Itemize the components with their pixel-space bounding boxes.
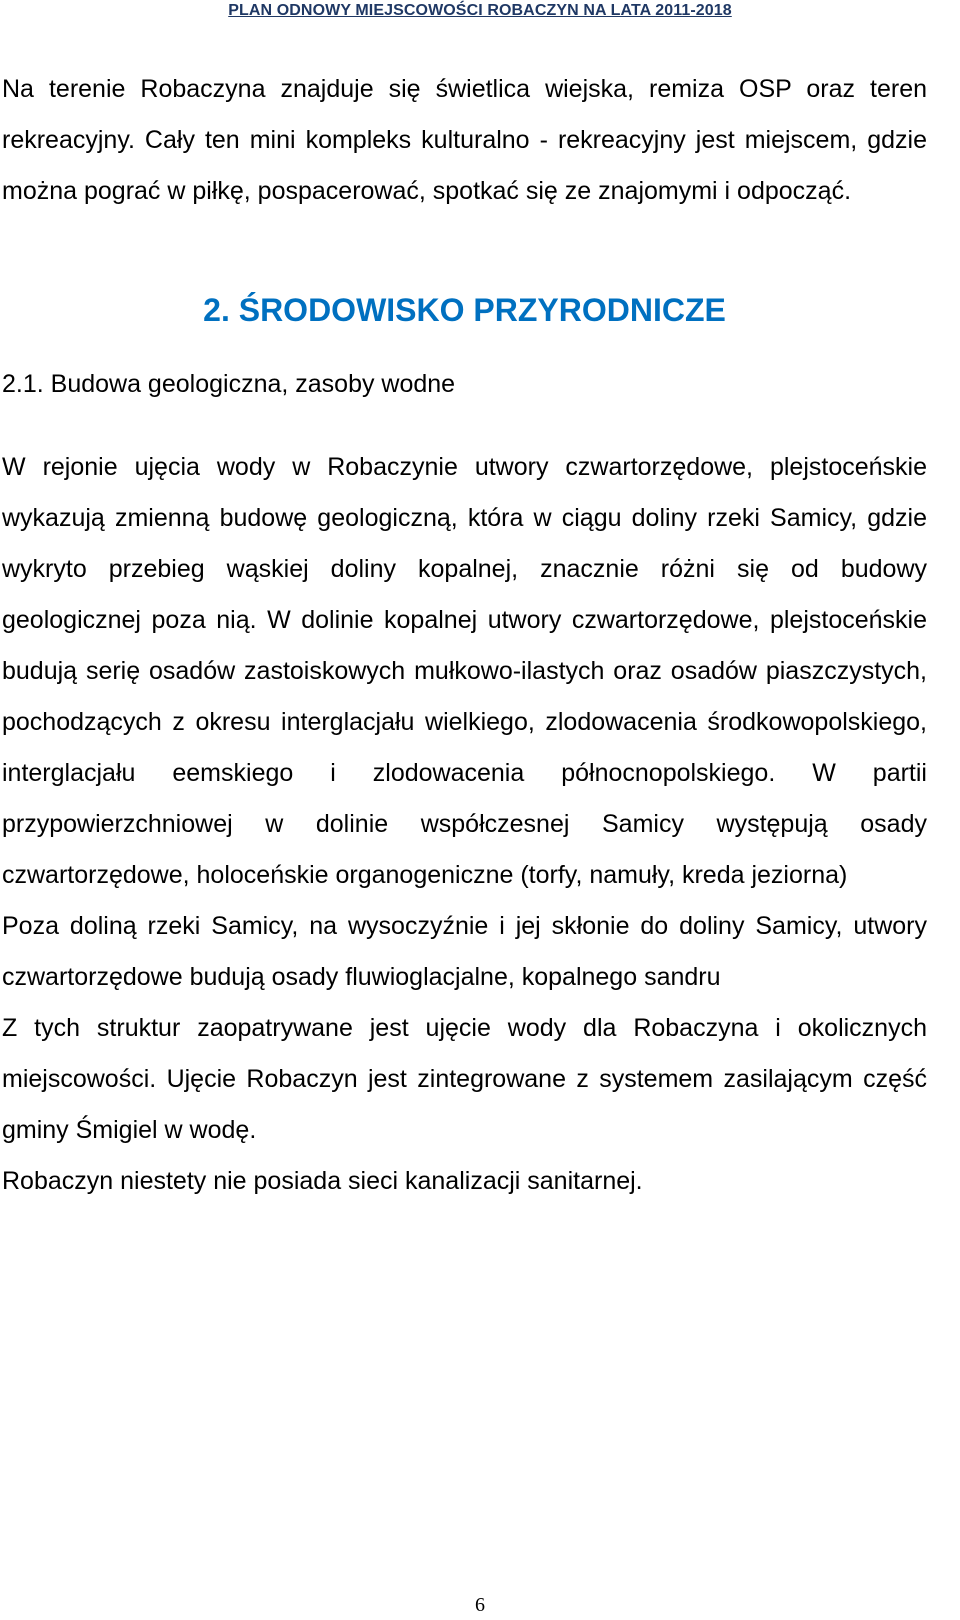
page-body [2,64,927,1207]
water-supply-paragraph: Z tych struktur zaopatrywane jest ujęcie wody dla Robaczyna i okolicznych miejscowości. Ujęcie Robaczyn jest zintegrowane z systemem zasilającym część gminy Śmigiel w wodę. [2,1014,927,1144]
sewage-paragraph: Robaczyn niestety nie posiada sieci kanalizacji sanitarnej. [2,1167,643,1195]
geology-paragraph: W rejonie ujęcia wody w Robaczynie utwory czwartorzędowe, plejstoceńskie wykazują zmienną budowę geologiczną, która w ciągu doliny rzeki Samicy, gdzie wykryto przebieg wąskiej doliny kopalnej, znacznie różni się od budowy geologicznej poza nią. W dolinie kopalnej utwory czwartorzędowe, plejstoceńskie budują serię osadów zastoiskowych mułkowo-ilastych oraz osadów piaszczystych, pochodzących z okresu interglacjału wielkiego, zlodowacenia środkowopolskiego, interglacjału eemskiego i zlodowacenia północnopolskiego. W partii przypowierzchniowej w dolinie współczesnej Samicy występują osady czwartorzędowe, holoceńskie organogeniczne (torfy, namuły, kreda jeziorna) [2,453,927,889]
page-number: 6 [475,1594,485,1616]
intro-paragraph: Na terenie Robaczyna znajduje się świetlica wiejska, remiza OSP oraz teren rekreacyjny. Cały ten mini kompleks kulturalno - rekreacyjny jest miejscem, gdzie można pograć w piłkę, pospacerować, spotkać się ze znajomymi i odpocząć. [2,75,927,205]
running-header: PLAN ODNOWY MIEJSCOWOŚCI ROBACZYN NA LATA 2011-2018 [228,2,732,19]
outside-valley-paragraph: Poza doliną rzeki Samicy, na wysoczyźnie i jej skłonie do doliny Samicy, utwory czwartorzędowe budują osady fluwioglacjalne, kopalnego sandru [2,912,927,991]
subsection-heading: 2.1. Budowa geologiczna, zasoby wodne [2,370,456,398]
section-heading: 2. ŚRODOWISKO PRZYRODNICZE [203,292,726,328]
